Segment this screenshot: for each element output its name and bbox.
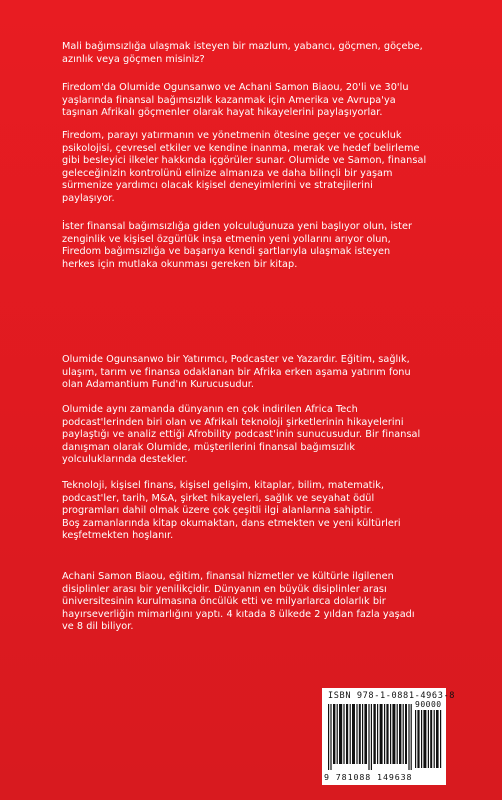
recommendation-paragraph: İster finansal bağımsızlığa giden yolculuğunuza yeni başlıyor olun, ister zenginlik ve kişisel özgürlük inşa etmenin yeni yollarını arıyor olun, Firedom bağımsızlığa ve başarıya kendi şartlarıyla ulaşmak isteyen herkes için mutlaka okunması gereken bir kitap. <box>62 221 413 270</box>
ean-barcode-bars <box>328 704 412 770</box>
ean-digits: 9 781088 149638 <box>324 772 413 782</box>
intro-question-paragraph: Mali bağımsızlığa ulaşmak isteyen bir mazlum, yabancı, göçmen, göçebe, azınlık veya göçmen misiniz? <box>62 41 423 65</box>
author-olumide-podcast-paragraph: Olumide aynı zamanda dünyanın en çok indirilen Africa Tech podcast'lerinden biri olan ve Afrikalı teknoloji şirketlerinin hikayelerini paylaştığı ve analiz ettiği Afrobility podcast'inin sunucusudur. Bir finansal danışman olarak Olumide, müşterilerini finansal bağımsızlık yolculuklarında destekler. <box>62 404 421 466</box>
author-achani-bio-paragraph: Achani Samon Biaou, eğitim, finansal hizmetler ve kültürle ilgilenen disiplinler arası bir yenilikçidir. Dünyanın en büyük disiplinler arası üniversitesinin kurulmasına öncülük etti ve milyarlarca dolarlık bir hayırseverliğin mimarlığını yaptı. 4 kıtada 8 ülkede 2 yıldan fazla yaşadı ve 8 dil biliyor. <box>62 571 415 633</box>
isbn-barcode <box>322 688 456 785</box>
book-description-paragraph: Firedom, parayı yatırmanın ve yönetmenin ötesine geçer ve çocukluk psikolojisi, çevresel etkiler ve kendine inanma, merak ve hedef belirleme gibi besleyici ilkeler hakkında içgörüler sunar. Olumide ve Samon, finansal geleceğinizin kontrolünü elinize almanıza ve daha bilinçli bir yaşam sürmenize yardımcı olacak kişisel deneyimlerini ve stratejilerini paylaşıyor. <box>62 130 427 204</box>
addon-barcode-bars <box>415 710 443 768</box>
authors-intro-paragraph: Firedom'da Olumide Ogunsanwo ve Achani Samon Biaou, 20'li ve 30'lu yaşlarında finansal bağımsızlık kazanmak için Amerika ve Avrupa'ya taşınan Afrikalı göçmenler olarak hayat hikayelerini paylaşıyorlar. <box>62 82 409 119</box>
author-olumide-interests-paragraph: Teknoloji, kişisel finans, kişisel gelişim, kitaplar, bilim, matematik, podcast'ler, tarih, M&A, şirket hikayeleri, sağlık ve seyahat ödül programları dahil olmak üzere çok çeşitli ilgi alanlarına sahiptir. Boş zamanlarında kitap okumaktan, dans etmekten ve yeni kültürleri keşfetmekten hoşlanır. <box>62 480 401 542</box>
author-olumide-bio-paragraph: Olumide Ogunsanwo bir Yatırımcı, Podcaster ve Yazardır. Eğitim, sağlık, ulaşım, tarım ve finansa odaklanan bir Afrika erken aşama yatırım fonu olan Adamantium Fund'ın Kurucusudur. <box>62 354 411 391</box>
isbn-label: ISBN 978-1-0881-4963-8 <box>328 691 456 701</box>
addon-code: 90000 <box>415 700 442 709</box>
